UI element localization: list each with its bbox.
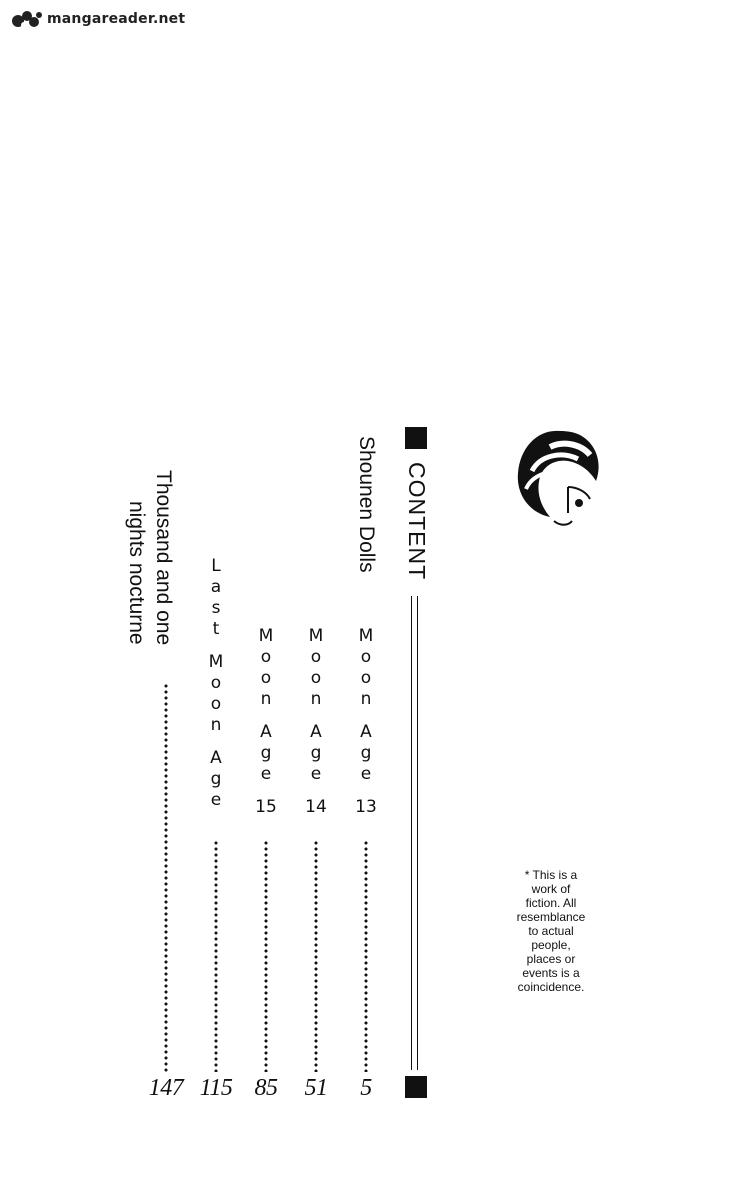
leader-dots xyxy=(214,840,218,1072)
entry-page-number: 115 xyxy=(199,1075,233,1101)
toc-heading: CONTENT xyxy=(404,462,430,581)
disclaimer-note: * This is a work of fiction. All resemblance to actual people, places or events is a coincidence. xyxy=(516,868,586,994)
entry-page-number: 51 xyxy=(304,1075,328,1101)
entry-title: M o o n A g e 13 xyxy=(355,626,377,817)
entry-title: M o o n A g e 15 xyxy=(255,626,277,817)
leader-dots xyxy=(164,683,168,1072)
leader-dots xyxy=(264,840,268,1072)
heading-double-rule xyxy=(411,596,418,1070)
leader-dots xyxy=(364,840,368,1072)
watermark-logo-icon xyxy=(10,8,44,30)
entry-title-line2: nights nocturne xyxy=(125,501,148,645)
heading-square-top xyxy=(405,427,427,449)
entry-page-number: 85 xyxy=(254,1075,278,1101)
watermark xyxy=(10,8,185,30)
heading-square-bottom xyxy=(405,1076,427,1098)
swirl-face-logo-icon xyxy=(510,425,610,535)
entry-title-line1: Thousand and one xyxy=(152,470,175,646)
watermark-text: mangareader.net xyxy=(47,11,186,27)
entry-page-number: 147 xyxy=(148,1075,184,1101)
leader-dots xyxy=(314,840,318,1072)
entry-title: M o o n A g e 14 xyxy=(305,626,327,817)
entry-title: L a s t M o o n A g e xyxy=(208,556,224,810)
entry-page-number: 5 xyxy=(360,1075,372,1101)
series-title: Shounen Dolls xyxy=(355,436,378,573)
